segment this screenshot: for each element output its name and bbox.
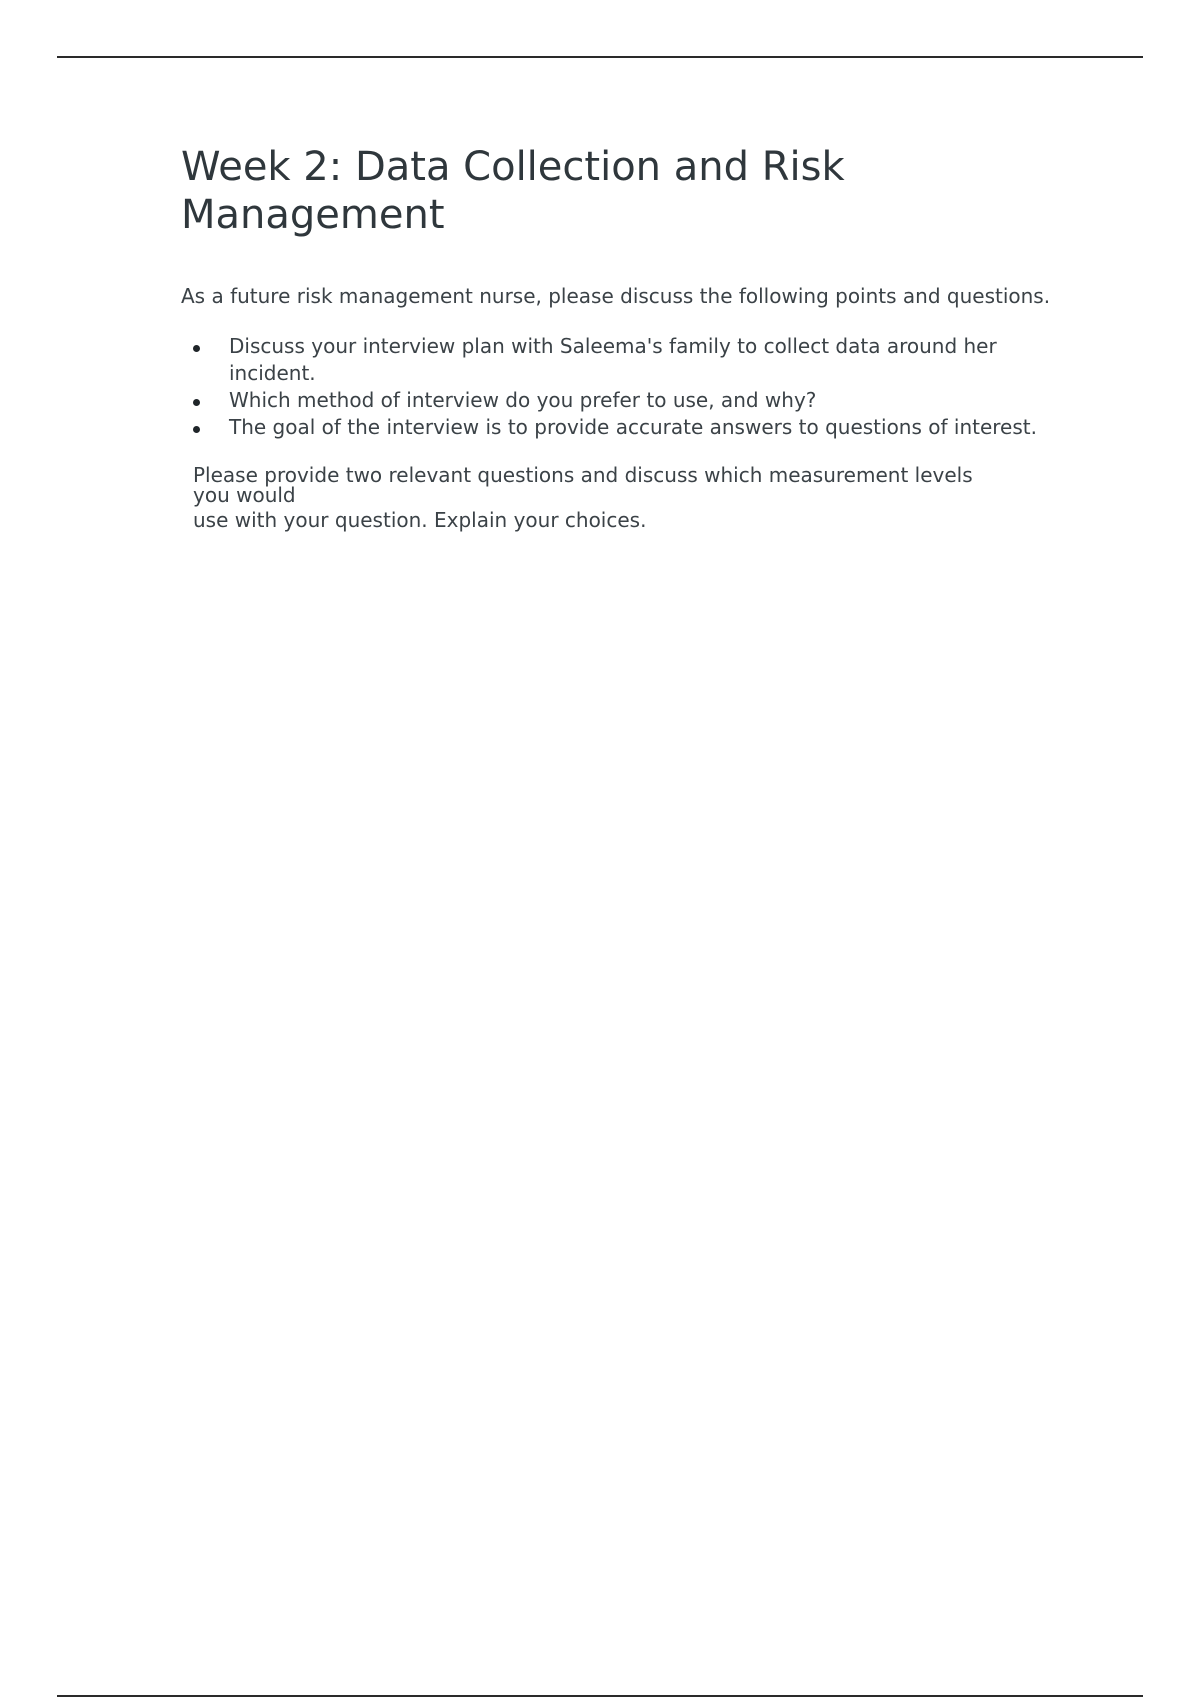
closing-line: use with your question. Explain your choices. <box>193 508 647 532</box>
discussion-points-list <box>181 333 1061 441</box>
list-item-text: Discuss your interview plan with Saleema's family to collect data around her incident. <box>229 334 997 385</box>
page-title: Week 2: Data Collection and Risk Management <box>181 144 845 238</box>
list-item-text: The goal of the interview is to provide accurate answers to questions of interest. <box>229 415 1037 439</box>
list-item <box>181 414 1061 441</box>
page-header-rule <box>57 56 1143 58</box>
closing-line: you would <box>193 483 296 507</box>
closing-paragraph <box>193 465 1061 530</box>
list-item <box>181 387 1061 414</box>
list-item-text: Which method of interview do you prefer to use, and why? <box>229 388 817 412</box>
bullet-icon <box>193 345 200 352</box>
document-body <box>181 143 1061 530</box>
bullet-icon <box>193 399 200 406</box>
bullet-icon <box>193 426 200 433</box>
intro-paragraph: As a future risk management nurse, please discuss the following points and questions. <box>181 284 1051 308</box>
page-footer-rule <box>57 1695 1143 1697</box>
list-item <box>181 333 1061 387</box>
closing-line: Please provide two relevant questions and discuss which measurement levels <box>193 463 973 487</box>
